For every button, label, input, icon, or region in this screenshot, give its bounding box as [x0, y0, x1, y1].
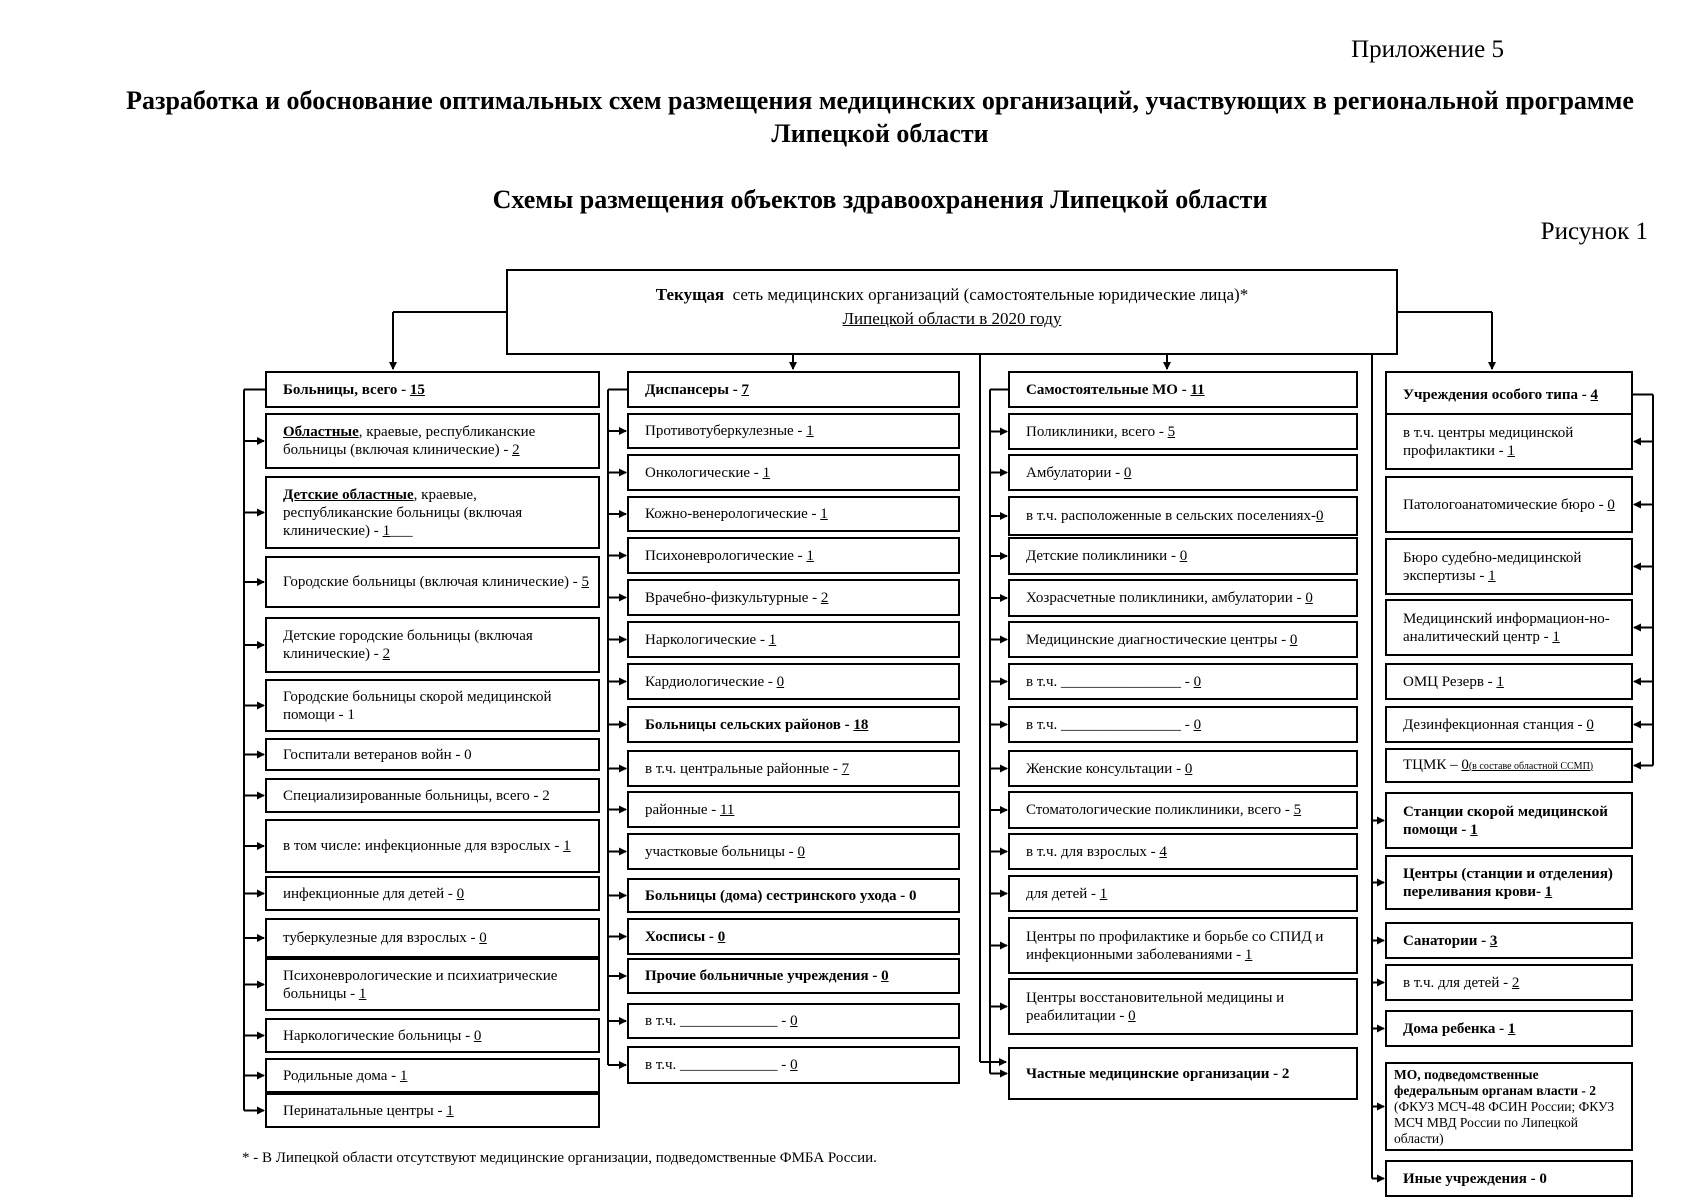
dispensaries-node-15 [627, 1003, 960, 1039]
node-count: 1 [806, 423, 814, 439]
node-count: 11 [1190, 381, 1205, 398]
node-count: 2 [1511, 974, 1520, 991]
node-label: в т.ч. расположенные в сельских поселениях- [1026, 508, 1317, 524]
node-label: Женские консультации - [1026, 760, 1185, 777]
node-count: 1 [347, 706, 355, 723]
node-count: 1 [820, 506, 828, 522]
node-count: 5 [1293, 802, 1302, 818]
node-label: в том числе: инфекционные для взрослых - [283, 838, 564, 854]
special-node-7 [1385, 748, 1633, 783]
hospitals-node-3 [265, 556, 600, 608]
node-label: Диспансеры - [645, 381, 742, 398]
node-label: Бюро судебно-медицинской экспертизы - [1403, 549, 1582, 584]
node-emphasis: Областные [283, 424, 359, 440]
node-count: 0 [1193, 673, 1202, 690]
node-count: 0 [1316, 508, 1324, 524]
hospitals-node-4 [265, 617, 600, 673]
page-title: Разработка и обоснование оптимальных схем размещения медицинских организаций, участвующих в региональной программе Липецкой области [126, 86, 1634, 148]
node-count: 15 [409, 381, 425, 398]
root-node-line2: Липецкой области в 2020 году [842, 309, 1062, 328]
figure-label: Рисунок 1 [1540, 218, 1648, 245]
node-count: 1 [1552, 628, 1560, 645]
node-label: Специализированные больницы, всего - [283, 787, 543, 804]
node-detail: (ФКУЗ МСЧ-48 ФСИН России; ФКУЗ МСЧ МВД России по Липецкой области) [1394, 1098, 1615, 1146]
dispensaries-node-11 [627, 833, 960, 870]
hospitals-node-7 [265, 778, 600, 813]
independent-node-5 [1008, 579, 1358, 617]
node-label: Наркологические - [645, 631, 769, 648]
node-count: 0 [797, 843, 805, 860]
node-label: инфекционные для детей - [283, 885, 457, 902]
node-count: 1 [762, 464, 771, 481]
node-label: ТЦМК – [1403, 756, 1462, 773]
node-label: Дома ребенка - [1403, 1020, 1508, 1037]
hospitals-node-12 [265, 1018, 600, 1053]
node-label: в т.ч. _____________ - [645, 1013, 791, 1029]
node-count: 7 [741, 381, 749, 398]
node-label: в т.ч. _____________ - [645, 1057, 791, 1073]
node-count: 4 [1590, 386, 1599, 403]
node-count: 5 [1167, 423, 1176, 440]
independent-node-9 [1008, 750, 1358, 787]
node-count: 0 [1289, 631, 1298, 648]
node-count: 1 [446, 1102, 454, 1119]
independent-node-15 [1008, 1047, 1358, 1100]
hospitals-node-9 [265, 876, 600, 911]
hospitals-node-5 [265, 679, 600, 732]
node-label: Детские поликлиники - [1026, 548, 1180, 564]
dispensaries-node-9 [627, 750, 960, 787]
node-count: 5 [581, 574, 589, 590]
independent-node-4 [1008, 537, 1358, 575]
independent-node-10 [1008, 791, 1358, 829]
node-count: 2 [542, 787, 550, 804]
node-label: в т.ч. для детей - [1403, 974, 1512, 991]
node-count: 1 [1544, 883, 1553, 900]
node-count: 0 [1461, 756, 1469, 773]
independent-node-0 [1008, 371, 1358, 408]
node-label: Частные медицинские организации - [1026, 1065, 1282, 1082]
dispensaries-node-13 [627, 918, 960, 955]
node-count: 1 [1470, 821, 1478, 838]
appendix-label: Приложение 5 [1351, 36, 1504, 63]
node-count: 3 [1489, 932, 1498, 949]
node-label: в т.ч. ________________ - [1026, 716, 1194, 733]
hospitals-node-8 [265, 819, 600, 873]
node-emphasis: Детские областные [283, 486, 414, 503]
node-label: Кардиологические - [645, 673, 777, 690]
node-count: 0 [1128, 1007, 1136, 1024]
node-label: , краевые, республиканские больницы (включая клинические) - [283, 424, 536, 458]
special-node-8 [1385, 792, 1633, 849]
node-count: 1 [358, 985, 367, 1002]
node-label: Иные учреждения - [1403, 1170, 1540, 1187]
hospitals-node-14 [265, 1093, 600, 1128]
node-count: 0 [1607, 496, 1615, 513]
dispensaries-node-6 [627, 621, 960, 658]
node-label: Самостоятельные МО - [1026, 381, 1191, 398]
dispensaries-node-4 [627, 537, 960, 574]
node-label: Дезинфекционная станция - [1403, 716, 1587, 733]
independent-node-13 [1008, 917, 1358, 974]
footnote: * - В Липецкой области отсутствуют медицинские организации, подведомственные ФМБА России. [242, 1150, 877, 1166]
node-label: в т.ч. центры медицинской профилактики - [1403, 424, 1574, 459]
independent-node-8 [1008, 706, 1358, 743]
node-label: Родильные дома - [283, 1067, 400, 1084]
independent-node-14 [1008, 978, 1358, 1035]
special-node-11 [1385, 964, 1633, 1001]
hospitals-node-2 [265, 476, 600, 549]
dispensaries-node-8 [627, 706, 960, 743]
node-label: Стоматологические поликлиники, всего - [1026, 802, 1294, 818]
node-count: 0 [1123, 464, 1132, 481]
node-label: Хозрасчетные поликлиники, амбулатории - [1026, 590, 1306, 606]
node-label: туберкулезные для взрослых - [283, 930, 480, 946]
special-node-3 [1385, 538, 1633, 595]
node-label: Прочие больничные учреждения - [645, 968, 882, 984]
node-count: 1 [1496, 673, 1504, 690]
special-node-2 [1385, 476, 1633, 533]
node-count: 0 [909, 887, 917, 904]
node-count: 1 [806, 547, 814, 564]
special-node-14 [1385, 1160, 1633, 1197]
special-node-4 [1385, 599, 1633, 656]
node-count: 1 [1507, 442, 1515, 459]
node-label: в т.ч. для взрослых - [1026, 843, 1160, 860]
special-node-9 [1385, 855, 1633, 910]
node-count: 1 [399, 1067, 408, 1084]
node-count: 1 [1507, 1020, 1516, 1037]
node-tail: ___ [390, 522, 413, 539]
hospitals-node-13 [265, 1058, 600, 1093]
node-label: Амбулатории - [1026, 464, 1124, 481]
node-label: участковые больницы - [645, 843, 798, 860]
special-node-6 [1385, 706, 1633, 743]
node-count: 0 [1179, 548, 1188, 564]
node-label: для детей - [1026, 885, 1100, 902]
node-label: Медицинский информацион-но-аналитический центр - [1403, 610, 1610, 645]
node-label: Психоневрологические и психиатрические больницы - [283, 967, 558, 1002]
node-label: Больницы (дома) сестринского ухода - [645, 887, 910, 904]
dispensaries-node-0 [627, 371, 960, 408]
dispensaries-node-14 [627, 958, 960, 994]
independent-node-2 [1008, 454, 1358, 491]
node-count: 2 [512, 442, 520, 458]
node-label: Госпитали ветеранов войн - [283, 746, 465, 763]
hospitals-node-11 [265, 958, 600, 1011]
node-label: Онкологические - [645, 464, 763, 481]
node-label: Санатории - [1403, 932, 1490, 949]
dispensaries-node-12 [627, 878, 960, 913]
node-count: 0 [473, 1027, 482, 1044]
node-count: 0 [790, 1057, 798, 1073]
node-count: 1 [563, 838, 571, 854]
independent-node-6 [1008, 621, 1358, 658]
dispensaries-node-2 [627, 454, 960, 491]
hospitals-node-0 [265, 371, 600, 408]
node-label: Городские больницы (включая клинические) - [283, 574, 582, 590]
node-count: 0 [1193, 716, 1202, 733]
node-count: 0 [881, 968, 889, 984]
node-label: Станции скорой медицинской помощи - [1403, 803, 1608, 838]
root-node-bold: Текущая [655, 285, 725, 304]
root-node [506, 269, 1398, 355]
node-count: 1 [768, 631, 777, 648]
independent-node-1 [1008, 413, 1358, 450]
node-label: Центры (станции и отделения) переливания крови- [1403, 865, 1613, 900]
node-label: МО, подведомственные федеральным органам власти - 2 [1394, 1066, 1597, 1098]
node-label: районные - [645, 801, 720, 818]
node-count: 2 [382, 646, 391, 662]
node-label: Центры восстановительной медицины и реабилитации - [1026, 989, 1285, 1024]
node-label: Городские больницы скорой медицинской помощи - [283, 688, 552, 723]
hospitals-node-1 [265, 413, 600, 469]
node-count: 0 [1539, 1170, 1547, 1187]
node-count: 7 [841, 760, 850, 777]
node-label: в т.ч. ________________ - [1026, 673, 1194, 690]
node-count: 0 [717, 928, 726, 945]
node-label: Перинатальные центры - [283, 1102, 447, 1119]
special-node-13 [1385, 1062, 1633, 1151]
dispensaries-node-3 [627, 496, 960, 532]
node-label: Центры по профилактике и борьбе со СПИД и инфекционными заболеваниями - [1026, 928, 1324, 963]
special-node-0 [1385, 371, 1633, 418]
node-count: 0 [456, 885, 465, 902]
node-label: Наркологические больницы - [283, 1027, 474, 1044]
special-node-5 [1385, 663, 1633, 700]
node-count: 0 [776, 673, 785, 690]
node-label: Медицинские диагностические центры - [1026, 631, 1290, 648]
node-label: Психоневрологические - [645, 547, 807, 564]
independent-node-11 [1008, 833, 1358, 870]
dispensaries-node-1 [627, 413, 960, 449]
special-node-1 [1385, 413, 1633, 470]
node-label: Детские городские больницы (включая клинические) - [283, 628, 533, 662]
node-count: 0 [1586, 716, 1594, 733]
dispensaries-node-10 [627, 791, 960, 828]
hospitals-node-10 [265, 918, 600, 958]
node-label: , краевые, республиканские больницы (включая клинические) - [283, 486, 523, 539]
node-count: 0 [790, 1013, 798, 1029]
node-label: в т.ч. центральные районные - [645, 760, 842, 777]
node-count: 0 [1305, 590, 1313, 606]
node-label: Больницы, всего - [283, 381, 410, 398]
node-label: Хосписы - [645, 928, 718, 945]
hospitals-node-6 [265, 738, 600, 771]
node-label: Больницы сельских районов - [645, 716, 854, 733]
dispensaries-node-5 [627, 579, 960, 616]
node-count: 2 [1281, 1065, 1290, 1082]
node-label: Учреждения особого типа - [1403, 386, 1591, 403]
node-count: 0 [1184, 760, 1193, 777]
node-label: Противотуберкулезные - [645, 423, 807, 439]
node-count: 1 [1099, 885, 1108, 902]
node-label: Врачебно-физкультурные - [645, 589, 821, 606]
node-count: 11 [719, 801, 735, 818]
diagram-title: Схемы размещения объектов здравоохранения Липецкой области [492, 185, 1268, 214]
independent-node-7 [1008, 663, 1358, 700]
node-label: ОМЦ Резерв - [1403, 673, 1497, 690]
independent-node-3 [1008, 496, 1358, 536]
node-label: Поликлиники, всего - [1026, 423, 1168, 440]
dispensaries-node-7 [627, 663, 960, 700]
dispensaries-node-16 [627, 1046, 960, 1084]
node-count: 0 [464, 746, 472, 763]
node-label: Патологоанатомические бюро - [1403, 496, 1608, 513]
node-label: Кожно-венерологические - [645, 506, 821, 522]
node-count: 18 [853, 716, 869, 733]
special-node-10 [1385, 922, 1633, 959]
node-count: 4 [1159, 843, 1167, 860]
node-count: 1 [1244, 946, 1253, 963]
node-count: 0 [479, 930, 487, 946]
special-node-12 [1385, 1010, 1633, 1047]
node-count: 1 [1488, 567, 1496, 584]
node-count: 2 [820, 589, 829, 606]
root-node-text: сеть медицинских организаций (самостоятельные юридические лица)* [732, 285, 1249, 304]
node-note: (в составе областной ССМП) [1468, 760, 1594, 772]
independent-node-12 [1008, 875, 1358, 912]
node-count: 1 [382, 522, 391, 539]
